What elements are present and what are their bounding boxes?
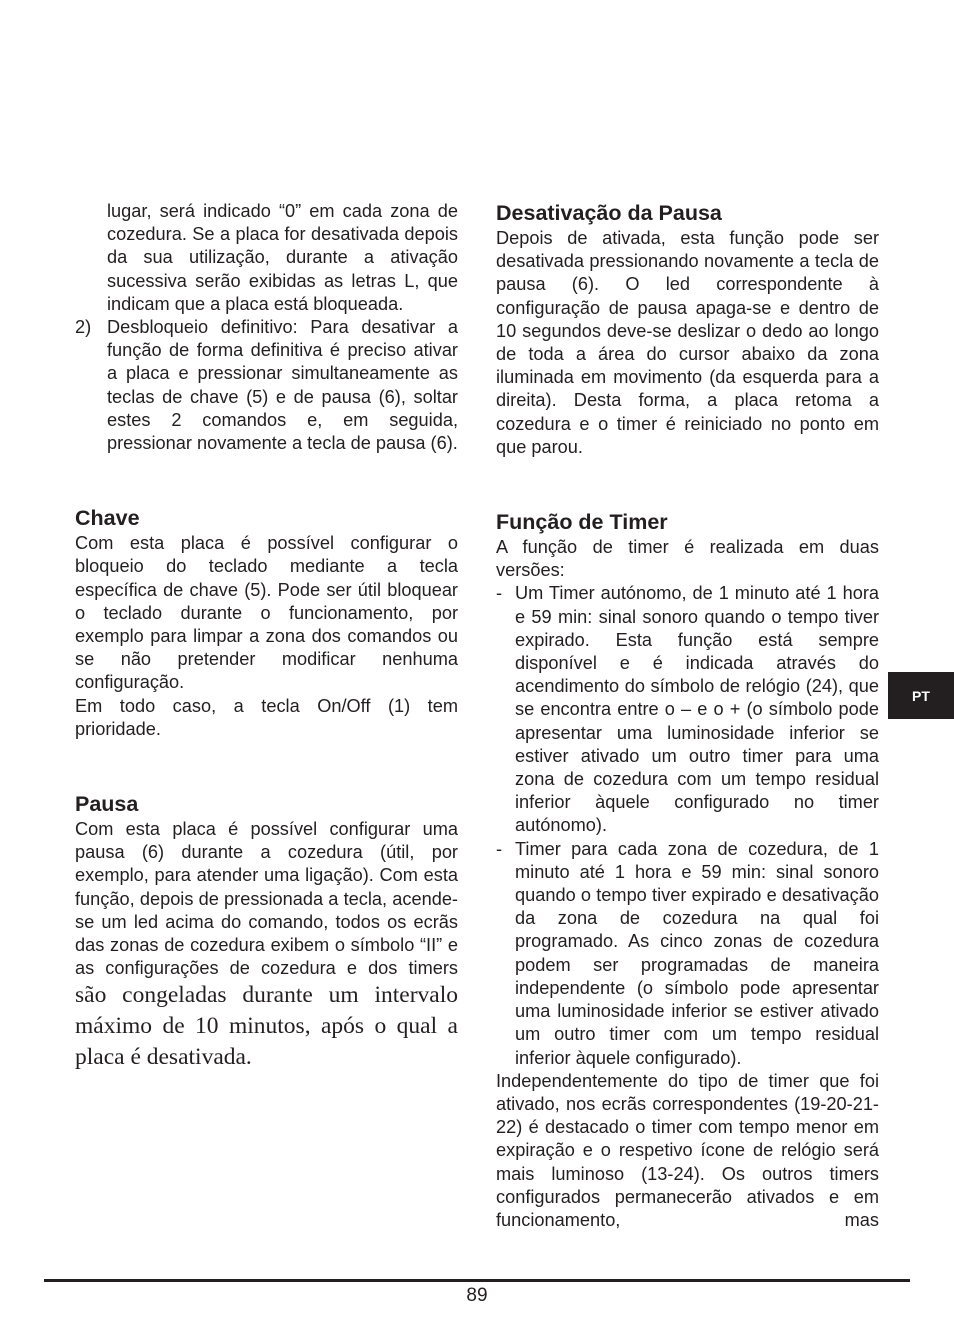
bullet-text: Um Timer autónomo, de 1 minuto até 1 hora e 59 min: sinal sonoro quando o tempo tiver expirado. Esta função está sempre disponível e é indicada através do acendimento do símbolo de relógio (24), que se encontra entre o – e o + (o símbolo pode apresentar uma luminosidade inferior se estiver ativado um outro timer para uma zona de cozedura com um tempo residual inferior àquele configurado no timer autónomo). — [515, 583, 879, 836]
list-item-text: Desbloqueio definitivo: Para desativar a função de forma definitiva é preciso ativar a placa e pressionar simultaneamente as teclas de chave (5) e de pausa (6), soltar estes 2 comandos e, em seguida, pressionar novamente a tecla de pausa (6). — [107, 317, 458, 454]
list-item-continuation: lugar, será indicado “0” em cada zona de cozedura. Se a placa for desativada depois da sua utilização, durante a ativação sucessiva serão exibidas as letras L, que indicam que a placa está bloqueada. — [107, 201, 458, 314]
list-item-2 — [75, 316, 458, 455]
footer-rule — [44, 1279, 910, 1282]
timer-bullet-2 — [496, 838, 879, 1070]
timer-bullet-1 — [496, 582, 879, 837]
pausa-text: Com esta placa é possível configurar uma pausa (6) durante a cozedura (útil, por exemplo, para atender uma ligação). Com esta função, depois de pressionada a tecla, acende-se um led acima do comando, todos os ecrãs das zonas de cozedura exibem o símbolo “II” e as configurações de cozedura e dos timers — [75, 819, 458, 979]
timer-heading: Função de Timer — [496, 510, 668, 535]
pausa-text-serif: são congeladas durante um intervalo máximo de 10 minutos, após o qual a placa é desativada. — [75, 982, 458, 1071]
language-tab: PT — [888, 672, 954, 719]
desativacao-heading: Desativação da Pausa — [496, 201, 722, 225]
chave-paragraph-2: Em todo caso, a tecla On/Off (1) tem prioridade. — [75, 695, 458, 739]
pausa-paragraph — [75, 818, 458, 1073]
timer-intro: A função de timer é realizada em duas versões: — [496, 537, 879, 581]
bullet-dash: - — [496, 583, 503, 604]
left-column — [75, 200, 458, 1073]
page-number: 89 — [466, 1285, 488, 1306]
timer-final-paragraph: Independentemente do tipo de timer que foi ativado, nos ecrãs correspondentes (19-20-21-22) é destacado o timer com tempo menor em expiração e o respetivo ícone de relógio será mais luminoso (13-24). Os outros timers configurados permanecerão ativados e em funcionamento, mas — [496, 1070, 879, 1230]
list-number: 2) — [75, 317, 92, 338]
chave-paragraph: Com esta placa é possível configurar o bloqueio do teclado mediante a tecla específica de chave (5). Pode ser útil bloquear o teclado durante o funcionamento, por exemplo para limpar a zona dos comandos ou se não pretender modificar nenhuma configuração. — [75, 533, 458, 693]
chave-heading: Chave — [75, 506, 140, 531]
desativacao-paragraph: Depois de ativada, esta função pode ser desativada pressionando novamente a tecla de pausa (6). O led correspondente à configuração de pausa apaga-se e dentro de 10 segundos deve-se deslizar o dedo ao longo de toda a área do cursor abaixo da zona iluminada em movimento (da esquerda para a direita). Desta forma, a placa retoma a cozedura e o timer é reiniciado no ponto em que parou. — [496, 228, 879, 457]
pausa-heading: Pausa — [75, 792, 139, 817]
right-column — [496, 200, 879, 1232]
bullet-dash: - — [496, 838, 503, 859]
bullet-text: Timer para cada zona de cozedura, de 1 minuto até 1 hora e 59 min: sinal sonoro quando o tempo tiver expirado e desativação da zona de cozedura na qual foi programado. As cinco zonas de cozedura podem ser programadas de maneira independente (o símbolo pode apresentar uma luminosidade inferior se estiver ativado um outro timer com um tempo residual inferior àquele configurado). — [515, 838, 879, 1068]
